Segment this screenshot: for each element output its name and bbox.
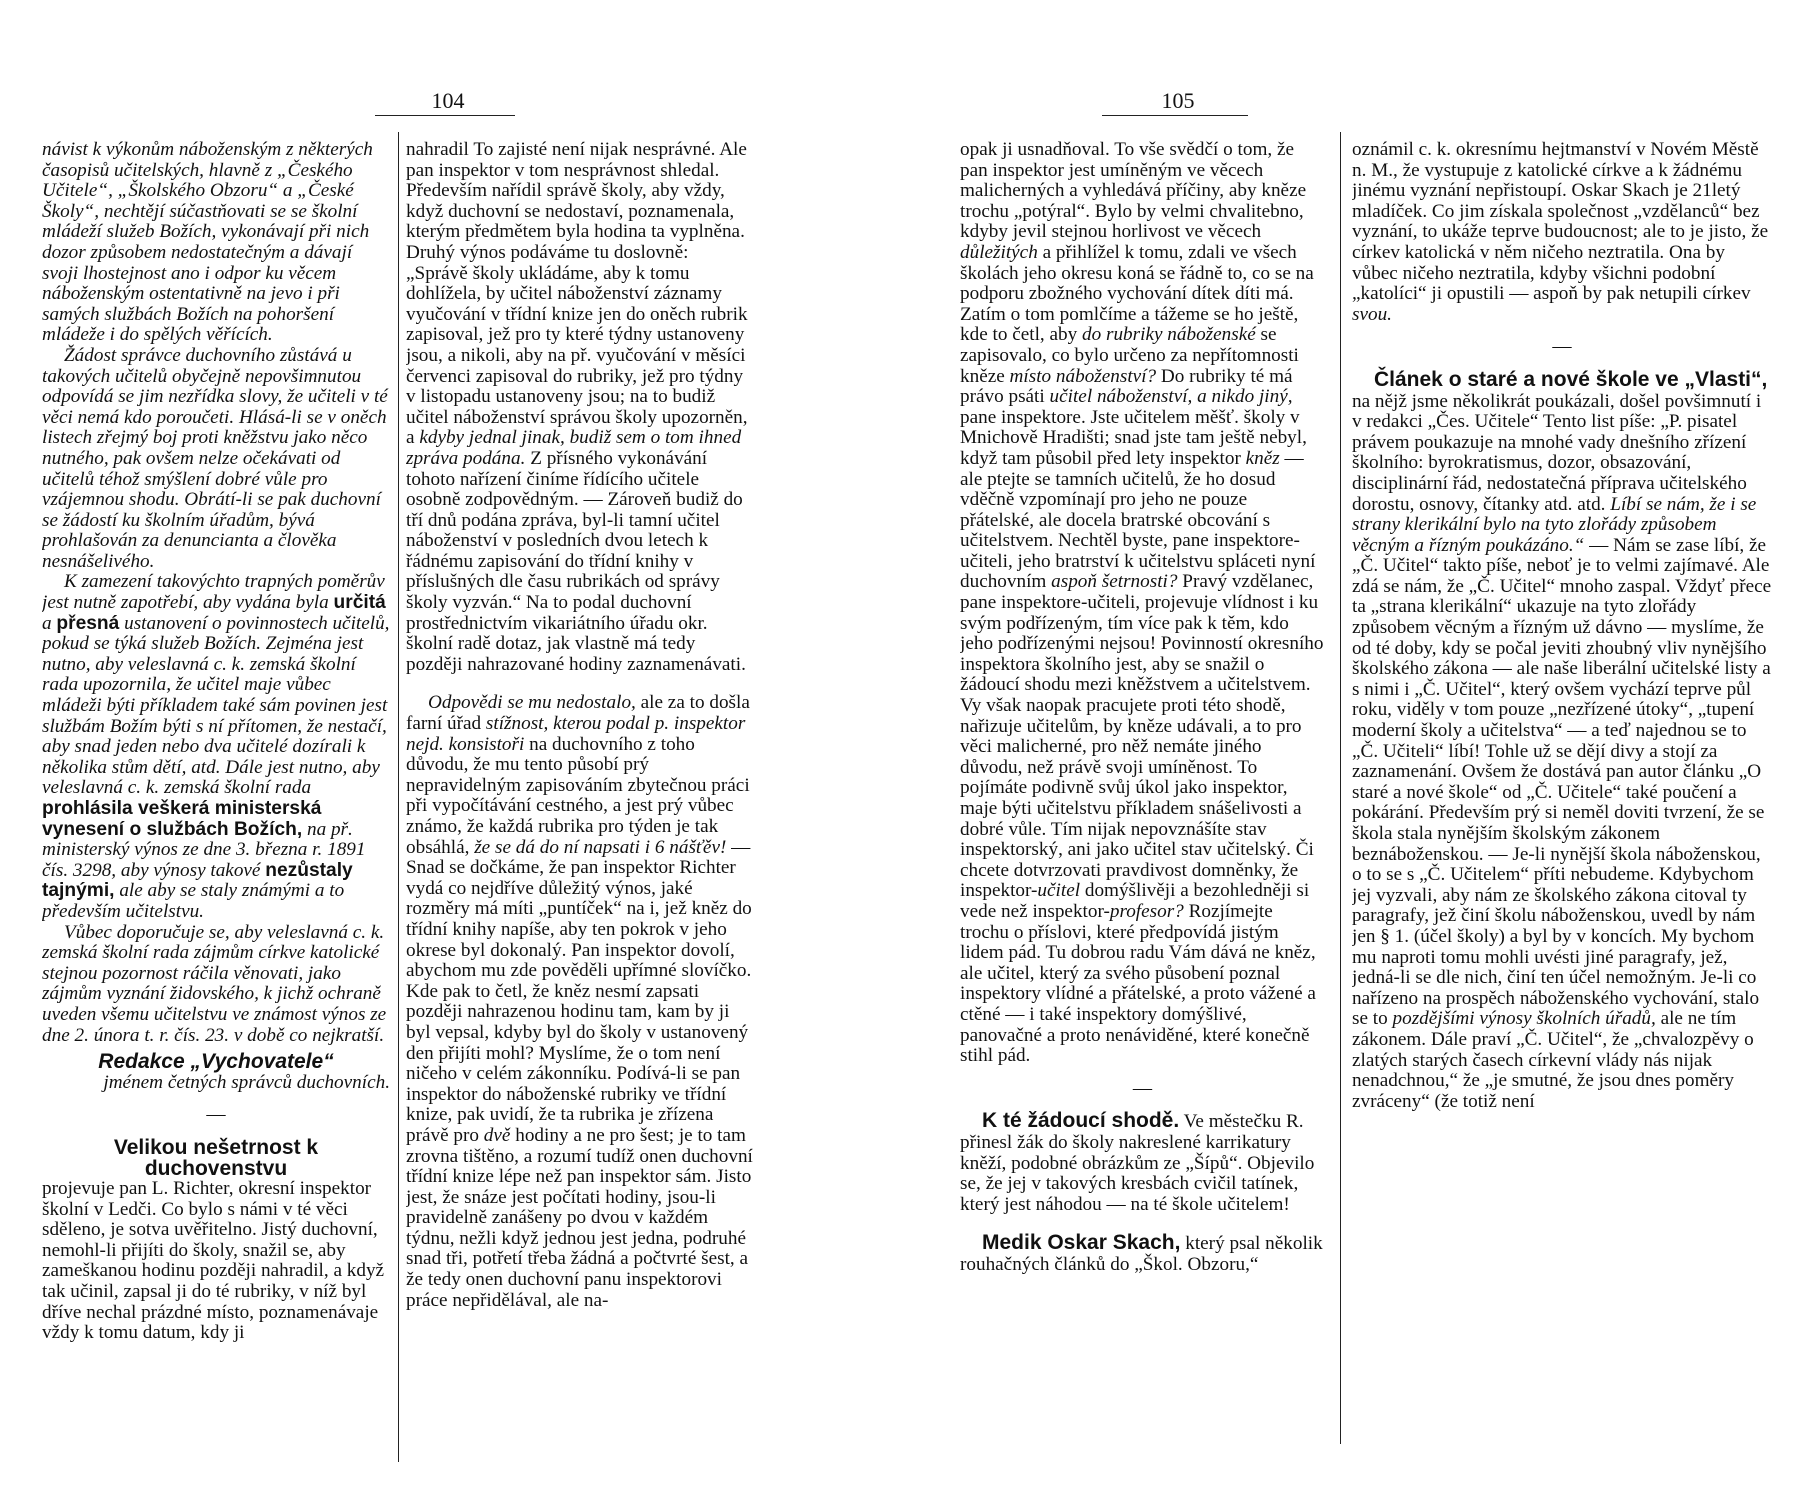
text-run: domýšlivěji a bezohledněji si vede než inspektor- <box>960 880 1310 922</box>
text-run: Do rubriky té má právo psáti <box>960 365 1293 408</box>
paragraph <box>960 1111 1325 1215</box>
paragraph: Vůbec doporučuje se, aby veleslavná c. k. zemská školní rada zájmům církve katolické stejnou pozornost ráčila věnovati, jako zájmům vyznání židovského, k jichž ochraně uveden všemu učitelstvu ve známost výnos ze dne 2. února t. r. čís. 23. v době co nejkratší. <box>42 921 387 1046</box>
paragraph: Žádost správce duchovního zůstává u takových učitelů obyčejně nepovšimnutou odpovídá se jim nezřídka slovy, že učiteli v té věci nemá kdo poroučeti. Hlásá-li se v oněch listech zřejmý boj proti kněžstvu jako něco nutného, pak ovšem nelze očekávati od učitelů téhož smýšlení dobré vůle pro vzájemnou shodu. Obrátí-li se pak duchovní se žádostí ku školním úřadům, bývá prohlašován za denuncianta a člověka nesnášelivého. <box>42 344 388 572</box>
text-run: ale ne tím zákonem. Dále praví „Č. Učitel“, že „chvalozpěvy o zlatých starých časech církevní vlády nás nijak nenadchnou,“ že „je smutné, že jsou dnes poměry zvráceny“ (že totiž není <box>1352 1008 1754 1112</box>
section-divider: — <box>1552 336 1572 358</box>
italic-run: do rubriky náboženské <box>1082 324 1256 346</box>
paragraph <box>406 140 754 675</box>
left-page-column-2 <box>406 140 754 1500</box>
paragraph: projevuje pan L. Richter, okresní inspektor školní v Ledči. Co bylo s námi v té věci sděleno, je sotva uvěřitelno. Jistý duchovní, nemohl-li přijíti do školy, snažil se, aby zameškanou hodinu později nahradil, a když tak učinil, zapsal ji do té rubriky, v níž byl dříve nechal prázdné místo, poznamenávaje vždy k tomu datum, kdy ji <box>42 1178 385 1344</box>
paragraph <box>406 693 754 1311</box>
text-run: pane inspektore. Jste učitelem měšť. školy v Mnichově Hradišti; snad jste tam ještě nebyl, když tam působil před lety inspektor <box>960 406 1307 469</box>
text-run: oznámil c. k. okresnímu hejtmanství v Novém Městě n. M., že vystupuje z katolické církve a k žádnému jinému vyznání nepřistoupí. Oskar Skach je 21letý mladíček. Co jim získala společnost „vzdělanců“ bez vyznání, to ukáže teprve budoucnost; ale to je jisto, že církev katolická v něm ničeho neztratila. Ona by vůbec ničeho neztratila, kdyby všichni podobní „katolíci“ ji opustili — aspoň by pak netupili církev <box>1352 140 1769 305</box>
text-run: K zamezení takovýchto trapných poměrův jest nutně zapotřebí, aby vydána byla <box>42 571 385 614</box>
italic-run: Líbí se nám, že i se strany klerikální bylo na tyto zlořády způsobem věcným a řízným poukázáno.“ <box>1352 493 1757 556</box>
text-run: Pravý vzdělanec, pane inspektore-učiteli, projevuje vlídnost i ku svým podřízeným, tím více pak k těm, kdo jeho podřízenými nejsou! Povinností okresního inspektora školního jest, aby se snažil o žádoucí shodu mezi kněžstvem a učitelstvem. Vy však naopak pracujete proti této shodě, nařizuje učitelům, by kněze udávali, a to pro věci malicherné, pro něž nemáte jiného důvodu, než právě svoji umíněnost. To pojímáte podivně svůj úkol jako inspektor, maje býti učitelstvu příkladem snášelivosti a dobré vůle. Tím nijak nepovznášíte stav inspektorský, ani jako učitel stav učitelský. Či chcete dotvrzovati pravdivost domněnky, že inspektor- <box>960 571 1324 902</box>
bold-run: určitá <box>333 592 386 614</box>
paragraph: návist k výkonům náboženským z některých časopisů učitelských, hlavně z „Českého Učitele“, „Školského Obzoru“ a „České Školy“, nechtějí súčastňovati se se školní mládeží služeb Božích, vykonávají při nich dozor způsobem nedostatečným a dávají svoji lhostejnost ano i odpor ku věcem náboženským ostentativně na jevo i při samých službách Božích na pohoršení mládeže i do spělých věřících. <box>42 140 373 346</box>
right-header-rule <box>1102 115 1248 116</box>
left-header-rule <box>375 115 515 116</box>
left-column-divider <box>398 132 399 1462</box>
text-run: a <box>42 612 52 634</box>
paragraph <box>960 1233 1325 1275</box>
italic-run: svou. <box>1352 303 1392 325</box>
text-run: — ale ptejte se tamních učitelů, že ho dosud vděčně vzpomínají pro jeho ne pouze přátelské, ale docela bratrské obcování s učitelstvem. Nechtěl byste, pane inspektore-učiteli, jeho bratrství k učitelstvu spláceti nyní duchovním <box>960 447 1316 593</box>
article-heading: K té žádoucí shodě. <box>982 1109 1180 1133</box>
paragraph <box>42 572 390 922</box>
bold-run: přesná <box>56 612 120 634</box>
italic-run: dvě <box>483 1124 511 1146</box>
paragraph <box>1352 140 1772 325</box>
italic-run: učitel náboženství, a nikdo jiný, <box>1049 386 1293 408</box>
article-heading: Medik Oskar Skach, <box>982 1231 1181 1255</box>
text-run: na nějž jsme několikrát poukázali, došel povšimnutí i v redakci „Čes. Učitele“ Tento list píše: „P. pisatel právem poukazuje na mnohé vady dnešního zřízení školního: byrokratismus, dozor, obsazování, disciplinární řád, nedostatečná příprava učitelského dorostu, osnovy, čítanky atd. atd. <box>1352 390 1762 515</box>
italic-run: pozdějšími výnosy školních úřadů, <box>1392 1008 1656 1030</box>
bold-run: prohlásila veškerá ministerská vynesení o službách Božích, <box>42 798 322 840</box>
italic-run: Odpovědi se mu nedostalo, <box>428 692 636 714</box>
text-run: který psal několik rouhačných článků do „Škol. Obzoru,“ <box>960 1233 1323 1275</box>
italic-run: místo náboženství? <box>1009 365 1157 387</box>
left-page-column-1 <box>42 140 390 1500</box>
text-run: a přihlížel k tomu, zdali ve všech školách jeho okresu koná se řádně to, co se na podporu zbožného vychování dítek díti má. Zatím o tom pomlčíme a tážeme se ho ještě, kde to četl, aby <box>960 241 1314 346</box>
text-run: — Snad se dočkáme, že pan inspektor Richter vydá co nejdříve důležitý výnos, jaké rozměry má míti „puntíček“ na i, jež kněz do třídní knihy napíše, aby ten pokrok v jeho okrese byl dokonalý. Pan inspektor dovolí, abychom mu zde pověděli upřímné slovíčko. Kde pak to četl, že kněz nesmí zapsati později nahrazenou hodinu tam, kam by ji byl vepsal, kdyby byl do školy v ustanovený den přijíti mohl? Myslíme, že o tom není ničeho v celém zákonníku. Podívá-li se pan inspektor do náboženské rubriky ve třídní knize, pak uvidí, že ta rubrika je zřízena právě pro <box>406 836 752 1146</box>
italic-run: profesor? <box>1109 900 1184 922</box>
signature-subline: jménem četných správců duchovních. <box>103 1071 390 1093</box>
italic-run: že se dá do ní napsati i 6 nášťěv! <box>474 836 727 858</box>
text-run: nahradil To zajisté není nijak nesprávné. Ale pan inspektor v tom nesprávnost shledal. Především nařídil správě školy, aby vždy, když duchovní se nedostaví, poznamenala, kterým předmětem byla hodina ta vyplněna. Druhý výnos podáváme tu doslovně: „Správě školy ukládáme, aby k tomu dohlížela, by učitel náboženství záznamy vyučování v třídní knize jen do oněch rubrik zapisoval, jež pro ty které týdny ustanoveny jsou, a nikoli, aby na př. vyučování v měsíci červenci zapisoval do rubriky, jež pro týdny v listopadu ustanoveny jsou; na to budiž učitel náboženství správou školy upozorněn, a <box>406 140 748 449</box>
signature <box>42 1052 390 1093</box>
section-divider: — <box>206 1104 226 1126</box>
text-run: ustanovení o povinnostech učitelů, pokud se týká služeb Božích. Zejména jest nutno, aby veleslavná c. k. zemská školní rada upozornila, že učitel maje vůbec mládeži býti příkladem také sám povinen jest službám Božím býti s ní přítomen, že nestačí, aby snad jeden nebo dva učitelé dozírali k několika stům dětí, atd. Dále jest nutno, aby veleslavná c. k. zemská školní rada <box>42 612 390 799</box>
text-run: opak ji usnadňoval. To vše svědčí o tom, že pan inspektor jest umíněným ve věcech malicherných a vyhledává příčiny, aby kněze trochu „potýral“. Bylo by velmi chvalitebno, kdyby jevil stejnou horlivost ve věcech <box>960 140 1307 243</box>
right-column-divider <box>1340 132 1341 1444</box>
italic-run: kněz <box>1245 447 1280 469</box>
italic-run: stížnost, kterou podal p. inspektor nejd. konsistoři <box>406 713 746 755</box>
article-heading: Velikou nešetrnost k duchovenstvu <box>113 1135 319 1180</box>
text-run: ale aby se staly známými a to především učitelstvu. <box>42 880 345 922</box>
right-page-number: 105 <box>1161 88 1195 113</box>
text-run: Z přísného vykonávání tohoto nařízení činíme řídícího učitele osobně zodpovědným. — Zároveň budiž do tří dnů podána zpráva, byl-li tamní učitel náboženství v posledních dvou letech k řádnému zapisování do třídní knihy v příslušných dle času rubrikách od správy školy vyzván.“ Na to podal duchovní prostřednictvím vikariátního úřadu okr. školní radě dotaz, jak vlastně má tedy později nahrazované hodiny zaznamenávati. <box>406 447 746 675</box>
spacer <box>406 675 754 693</box>
text-run: ale za to došla farní úřad <box>406 692 750 735</box>
text-run: na duchovního z toho důvodu, že mu tento působí prý nepravidelným zapisováním zbytečnou práci při vypočítávání cestného, a jest prý vůbec známo, že každá rubrika pro týden je tak obsáhlá, <box>406 733 750 858</box>
left-page-number: 104 <box>431 88 465 113</box>
italic-run: aspoň šetrnosti? <box>1051 571 1178 593</box>
text-run: se zapisovalo, co bylo určeno za nepřítomnosti kněze <box>960 324 1299 387</box>
italic-run: důležitých <box>960 241 1038 263</box>
italic-run: učitel <box>1037 880 1081 902</box>
bold-run: nezůstaly tajnými, <box>42 859 353 902</box>
text-run: na př. ministerský výnos ze dne 3. března r. 1891 čís. 3298, aby výnosy takové <box>42 818 366 881</box>
text-run: Ve městečku R. přinesl žák do školy nakreslené karrikatury kněží, podobné obrázkům ze „Šípů“. Objevilo se, že jej v takových kresbách cvičil tatínek, který jest náhodou — na té škole učitelem! <box>960 1111 1315 1215</box>
text-run: hodiny a ne pro šest; je to tam zrovna tištěno, a rozumí tudíž onen duchovní třídní knize lépe než pan inspektor sám. Jisto jest, že snáze jest počítati hodiny, jsou-li pravidelně zanášeny po dvou v každém týdnu, nežli když jednou jest jedna, podruhé snad tři, potřetí třeba žádná a počtvrté šest, a že tedy onen duchovní panu inspektorovi práce nepřidělával, ale na- <box>406 1124 753 1311</box>
section-divider: — <box>1132 1077 1153 1099</box>
right-page-column-1 <box>960 140 1325 1500</box>
right-page-column-2 <box>1352 140 1772 1500</box>
article-heading: Článek o staré a nové škole ve „Vlasti“, <box>1374 367 1768 391</box>
italic-run: kdyby jednal jinak, budiž sem o tom ihned zpráva podána. <box>406 427 742 469</box>
paragraph <box>1352 367 1772 1112</box>
signature-name: Redakce „Vychovatele“ <box>98 1050 334 1074</box>
paragraph <box>960 140 1325 1067</box>
text-run: — Nám se zase líbí, že „Č. Učitel“ takto píše, neboť je to velmi zajímavé. Ale zdá se nám, že „Č. Učitel“ mnoho zaspal. Vždyť přece ta „strana klerikální“ ukazuje na tyto zlořády způsobem věcným a řízným už dávno — myslíme, že od té doby, kdy se počal jeviti zhoubný vliv nynějšího školského zákona — ale naše liberální učitelské listy a s nimi i „Č. Učitel“, který ovšem vychází teprve půl roku, viděly v tom pouze „nezřízené útoky“, „tupení moderní školy a učitelstva“ — a teď najednou se to „Č. Učiteli“ líbí! Tohle už se dějí divy a stojí za zaznamenání. Ovšem že dostává pan autor článku „O staré a nové škole“ od „Č. Učitele“ také poučení a pokárání. Především prý si neměl doviti tvrzení, že se škola stala nynějším školským zákonem beznáboženskou. — Je-li nynější škola náboženskou, o to se s „Č. Učitelem“ příti nebudeme. Kdybychom jej vyzvali, aby nám ze školského zákona citoval ty paragrafy, jež činí školu náboženskou, uvedl by nám jen § 1. (účel školy) a byl by v koncích. My bychom mu naproti tomu mohli uvésti jiné paragrafy, jež, jedná-li se dle nich, činí ten účel nemožným. Je-li co nařízeno na prospěch náboženského vychování, stalo se to <box>1352 534 1772 1030</box>
text-run: Rozjímejte trochu o příslovi, které předpovídá jistým lidem pád. Tu dobrou radu Vám dává ne kněz, ale učitel, který za svého působení poznal inspektory vlídné a přátelské, a proto vážené a ctěné — i také inspektory domýšlivé, panovačné a proto nenáviděné, které konečně stihl pád. <box>960 900 1316 1067</box>
